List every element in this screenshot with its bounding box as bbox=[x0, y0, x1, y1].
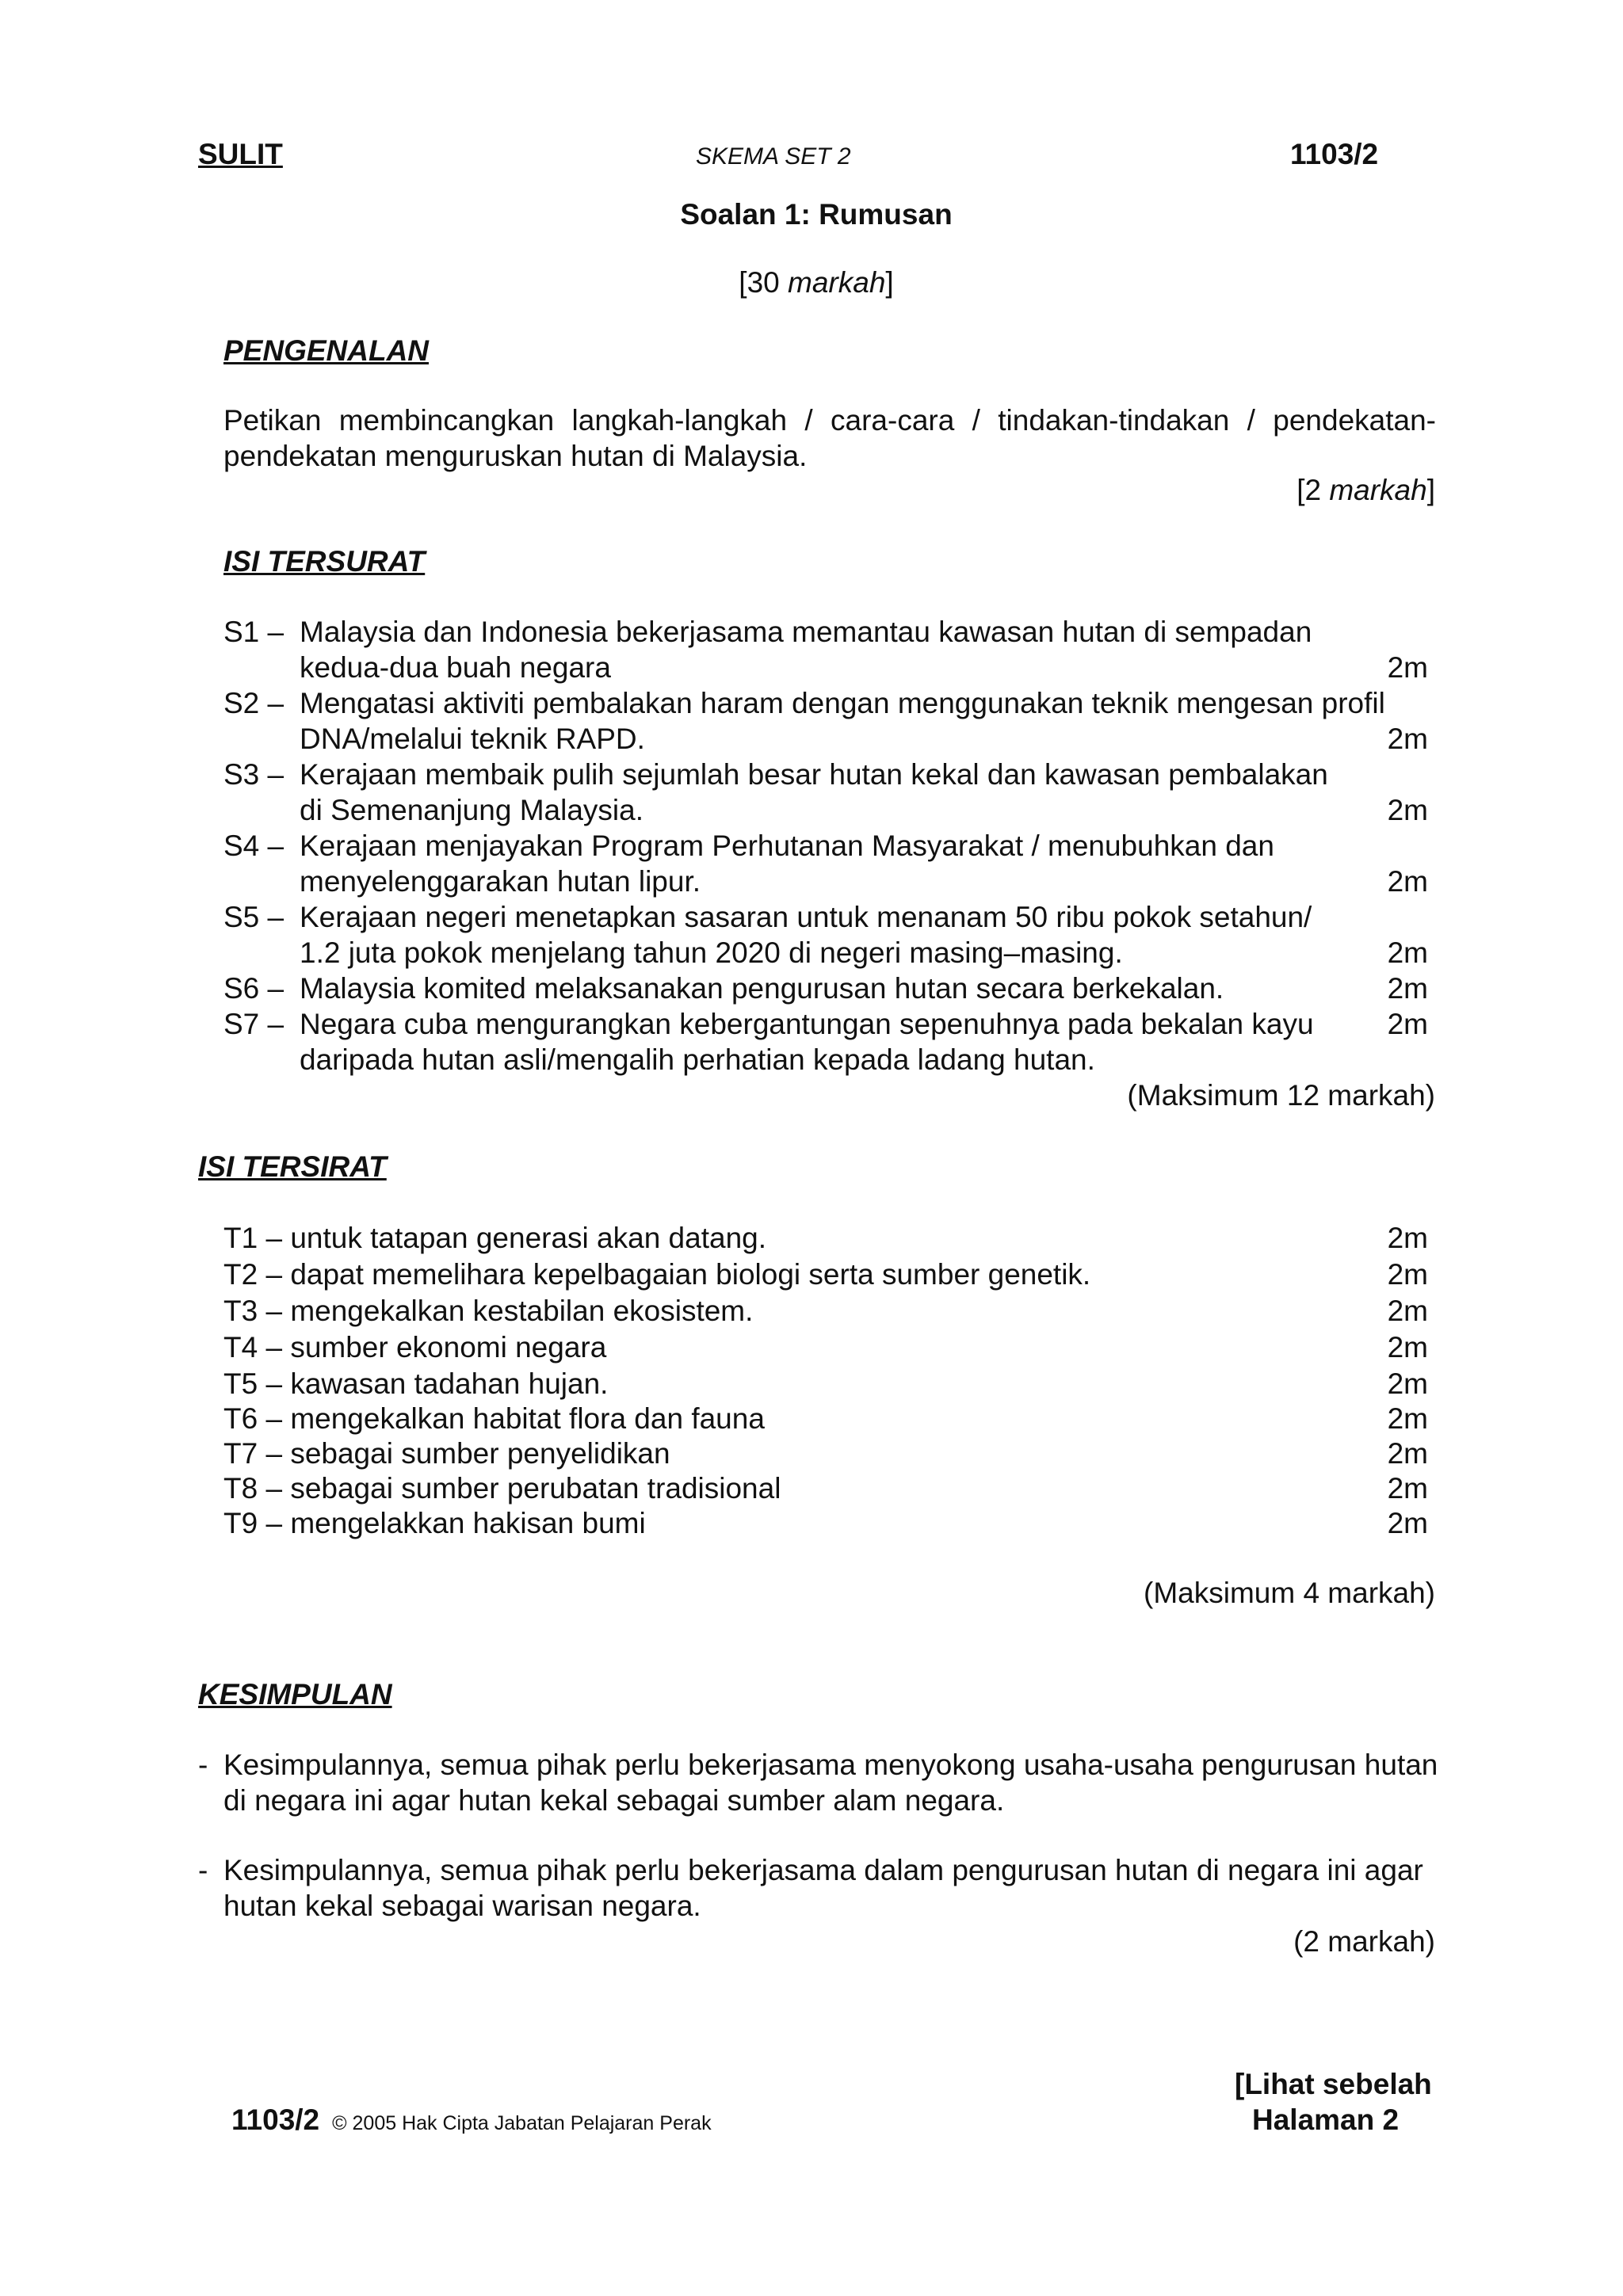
item-mark: 2m bbox=[1387, 1222, 1428, 1254]
item-text: T2 – dapat memelihara kepelbagaian biologi serta sumber genetik. bbox=[223, 1258, 1091, 1291]
item-mark: 2m bbox=[1387, 1295, 1428, 1327]
kesimpulan-marks: (2 markah) bbox=[1293, 1925, 1435, 1958]
pengenalan-marks-word: markah bbox=[1329, 474, 1427, 506]
tersirat-item-t6 bbox=[223, 1401, 1428, 1436]
total-marks-open: [30 bbox=[739, 266, 789, 299]
item-line-1: Kerajaan negeri menetapkan sasaran untuk menanam 50 ribu pokok setahun/ bbox=[300, 901, 1312, 933]
item-text: T9 – mengelakkan hakisan bumi bbox=[223, 1507, 646, 1539]
item-mark: 2m bbox=[1387, 723, 1428, 755]
item-text: T3 – mengekalkan kestabilan ekosistem. bbox=[223, 1295, 754, 1327]
header-left-label: SULIT bbox=[198, 138, 283, 170]
bullet-dash: - bbox=[198, 1749, 208, 1781]
header-paper-code: 1103/2 bbox=[1290, 138, 1379, 170]
tersirat-item-t4 bbox=[223, 1329, 1428, 1365]
pengenalan-marks bbox=[1296, 472, 1435, 508]
item-text: T5 – kawasan tadahan hujan. bbox=[223, 1367, 609, 1400]
item-line-1: Malaysia dan Indonesia bekerjasama memantau kawasan hutan di sempadan bbox=[300, 616, 1312, 648]
footer-page-number: Halaman 2 bbox=[1252, 2103, 1400, 2136]
page-title: Soalan 1: Rumusan bbox=[680, 198, 953, 231]
tersirat-item-t3 bbox=[223, 1293, 1428, 1329]
item-line-1: Kerajaan membaik pulih sejumlah besar hutan kekal dan kawasan pembalakan bbox=[300, 758, 1328, 791]
item-mark: 2m bbox=[1387, 1437, 1428, 1470]
item-mark: 2m bbox=[1387, 1367, 1428, 1400]
kesimpulan-item-1 bbox=[198, 1747, 1450, 1818]
tersurat-item-s4 bbox=[223, 828, 1428, 899]
item-line-1: Negara cuba mengurangkan kebergantungan sepenuhnya pada bekalan kayu bbox=[300, 1008, 1314, 1040]
tersirat-item-t9 bbox=[223, 1505, 1428, 1541]
item-mark: 2m bbox=[1387, 651, 1428, 684]
item-line-1: Malaysia komited melaksanakan pengurusan hutan secara berkekalan. bbox=[300, 972, 1224, 1005]
item-line-2: 1.2 juta pokok menjelang tahun 2020 di negeri masing–masing. bbox=[300, 936, 1123, 969]
item-mark: 2m bbox=[1387, 1402, 1428, 1435]
section-heading-isi-tersurat: ISI TERSURAT bbox=[223, 545, 426, 578]
header-center-label: SKEMA SET 2 bbox=[696, 143, 851, 170]
tersurat-maximum: (Maksimum 12 markah) bbox=[1127, 1079, 1435, 1112]
item-code: S7 – bbox=[223, 1008, 285, 1040]
item-text: T1 – untuk tatapan generasi akan datang. bbox=[223, 1222, 767, 1254]
section-heading-kesimpulan: KESIMPULAN bbox=[198, 1678, 392, 1711]
item-text: T8 – sebagai sumber perubatan tradisional bbox=[223, 1472, 781, 1505]
tersurat-item-s6 bbox=[223, 971, 1428, 1006]
bullet-text: Kesimpulannya, semua pihak perlu bekerjasama menyokong usaha-usaha pengurusan hutan di negara ini agar hutan kekal sebagai sumber alam negara. bbox=[223, 1749, 1438, 1817]
pengenalan-text: Petikan membincangkan langkah-langkah / cara-cara / tindakan-tindakan / pendekatan-pendekatan menguruskan hutan di Malaysia. bbox=[223, 404, 1436, 472]
item-mark: 2m bbox=[1387, 865, 1428, 898]
item-line-2: di Semenanjung Malaysia. bbox=[300, 794, 643, 826]
tersirat-item-t5 bbox=[223, 1366, 1428, 1402]
section-heading-pengenalan: PENGENALAN bbox=[223, 334, 430, 367]
tersirat-item-t8 bbox=[223, 1470, 1428, 1506]
item-line-1: Mengatasi aktiviti pembalakan haram dengan menggunakan teknik mengesan profil bbox=[300, 687, 1385, 719]
item-line-2: daripada hutan asli/mengalih perhatian kepada ladang hutan. bbox=[300, 1043, 1095, 1076]
footer-copyright: © 2005 Hak Cipta Jabatan Pelajaran Perak bbox=[332, 2112, 712, 2134]
tersurat-item-s1 bbox=[223, 614, 1428, 685]
kesimpulan-item-2 bbox=[198, 1852, 1450, 1924]
item-mark: 2m bbox=[1387, 1008, 1428, 1040]
tersurat-item-s3 bbox=[223, 757, 1428, 828]
item-text: T7 – sebagai sumber penyelidikan bbox=[223, 1437, 670, 1470]
total-marks-word: markah bbox=[788, 266, 886, 299]
item-code: S2 – bbox=[223, 687, 285, 719]
item-line-1: Kerajaan menjayakan Program Perhutanan Masyarakat / menubuhkan dan bbox=[300, 830, 1274, 862]
footer-see-next: [Lihat sebelah bbox=[1235, 2068, 1432, 2100]
pengenalan-marks-open: [2 bbox=[1296, 474, 1330, 506]
item-line-2: kedua-dua buah negara bbox=[300, 651, 611, 684]
footer-left bbox=[231, 2103, 712, 2137]
total-marks bbox=[0, 266, 1623, 299]
tersirat-item-t7 bbox=[223, 1436, 1428, 1471]
item-code: S1 – bbox=[223, 616, 285, 648]
item-mark: 2m bbox=[1387, 794, 1428, 826]
item-code: S4 – bbox=[223, 830, 285, 862]
item-line-2: menyelenggarakan hutan lipur. bbox=[300, 865, 701, 898]
item-code: S6 – bbox=[223, 972, 285, 1005]
item-mark: 2m bbox=[1387, 1472, 1428, 1505]
footer-paper-code: 1103/2 bbox=[231, 2103, 320, 2136]
item-mark: 2m bbox=[1387, 1258, 1428, 1291]
item-text: T6 – mengekalkan habitat flora dan fauna bbox=[223, 1402, 765, 1435]
item-text: T4 – sumber ekonomi negara bbox=[223, 1331, 607, 1363]
tersirat-maximum: (Maksimum 4 markah) bbox=[1144, 1577, 1435, 1609]
bullet-dash: - bbox=[198, 1854, 208, 1886]
item-code: S3 – bbox=[223, 758, 285, 791]
item-mark: 2m bbox=[1387, 972, 1428, 1005]
item-mark: 2m bbox=[1387, 1507, 1428, 1539]
section-heading-isi-tersirat: ISI TERSIRAT bbox=[198, 1150, 387, 1183]
tersirat-item-t1 bbox=[223, 1220, 1428, 1256]
tersurat-item-s2 bbox=[223, 685, 1428, 757]
pengenalan-marks-close: ] bbox=[1426, 474, 1435, 506]
tersurat-item-s5 bbox=[223, 899, 1428, 971]
item-mark: 2m bbox=[1387, 1331, 1428, 1363]
item-code: S5 – bbox=[223, 901, 285, 933]
tersirat-item-t2 bbox=[223, 1257, 1428, 1292]
item-line-2: DNA/melalui teknik RAPD. bbox=[300, 723, 645, 755]
tersurat-item-s7 bbox=[223, 1006, 1428, 1077]
total-marks-close: ] bbox=[885, 266, 894, 299]
bullet-text: Kesimpulannya, semua pihak perlu bekerjasama dalam pengurusan hutan di negara ini agar hutan kekal sebagai warisan negara. bbox=[223, 1854, 1423, 1922]
item-mark: 2m bbox=[1387, 936, 1428, 969]
